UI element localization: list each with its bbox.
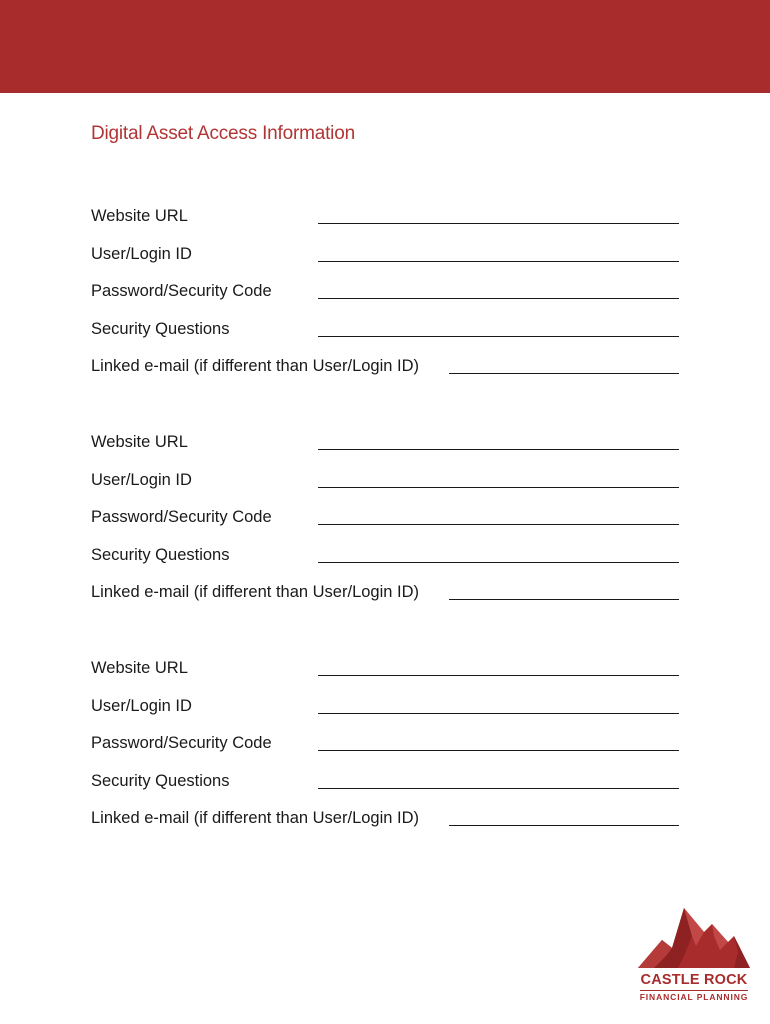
blank-line[interactable] <box>318 336 679 337</box>
account-section <box>91 432 679 620</box>
field-row-password <box>91 733 679 771</box>
field-row-linked-email <box>91 808 679 846</box>
blank-line[interactable] <box>449 599 679 600</box>
field-label: Linked e-mail (if different than User/Login ID) <box>91 357 420 376</box>
field-label: Linked e-mail (if different than User/Login ID) <box>91 809 420 828</box>
blank-line[interactable] <box>449 373 679 374</box>
field-row-security-questions <box>91 545 679 583</box>
account-section <box>91 658 679 846</box>
field-row-login-id <box>91 470 679 508</box>
field-label: Website URL <box>91 433 188 451</box>
blank-line[interactable] <box>318 750 679 751</box>
field-row-website-url <box>91 658 679 696</box>
blank-line[interactable] <box>318 562 679 563</box>
field-row-linked-email <box>91 356 679 394</box>
blank-line[interactable] <box>318 261 679 262</box>
field-row-password <box>91 507 679 545</box>
field-row-website-url <box>91 432 679 470</box>
castle-rock-logo <box>638 906 750 1006</box>
field-row-website-url <box>91 206 679 244</box>
field-label: Password/Security Code <box>91 734 272 753</box>
blank-line[interactable] <box>318 223 679 224</box>
field-label: Security Questions <box>91 771 230 790</box>
blank-line[interactable] <box>318 487 679 488</box>
field-label: Password/Security Code <box>91 282 272 301</box>
field-row-login-id <box>91 696 679 734</box>
blank-line[interactable] <box>318 449 679 450</box>
blank-line[interactable] <box>318 298 679 299</box>
field-row-linked-email <box>91 582 679 620</box>
field-label: Password/Security Code <box>91 508 272 527</box>
header-band <box>0 0 770 93</box>
field-label: Security Questions <box>91 545 230 564</box>
field-label: Website URL <box>91 659 188 677</box>
page-title: Digital Asset Access Information <box>91 123 355 144</box>
field-label: Website URL <box>91 207 188 225</box>
field-row-login-id <box>91 244 679 282</box>
field-label: User/Login ID <box>91 244 192 263</box>
blank-line[interactable] <box>318 675 679 676</box>
field-label: Linked e-mail (if different than User/Login ID) <box>91 583 420 602</box>
field-label: Security Questions <box>91 319 230 338</box>
mountain-icon <box>638 906 750 972</box>
logo-divider <box>640 990 748 991</box>
blank-line[interactable] <box>318 713 679 714</box>
field-label: User/Login ID <box>91 470 192 489</box>
blank-line[interactable] <box>449 825 679 826</box>
logo-name: CASTLE ROCK <box>640 972 748 988</box>
account-section <box>91 206 679 394</box>
blank-line[interactable] <box>318 524 679 525</box>
blank-line[interactable] <box>318 788 679 789</box>
field-row-security-questions <box>91 319 679 357</box>
field-row-security-questions <box>91 771 679 809</box>
field-row-password <box>91 281 679 319</box>
field-label: User/Login ID <box>91 696 192 715</box>
logo-tagline: FINANCIAL PLANNING <box>639 992 749 1002</box>
